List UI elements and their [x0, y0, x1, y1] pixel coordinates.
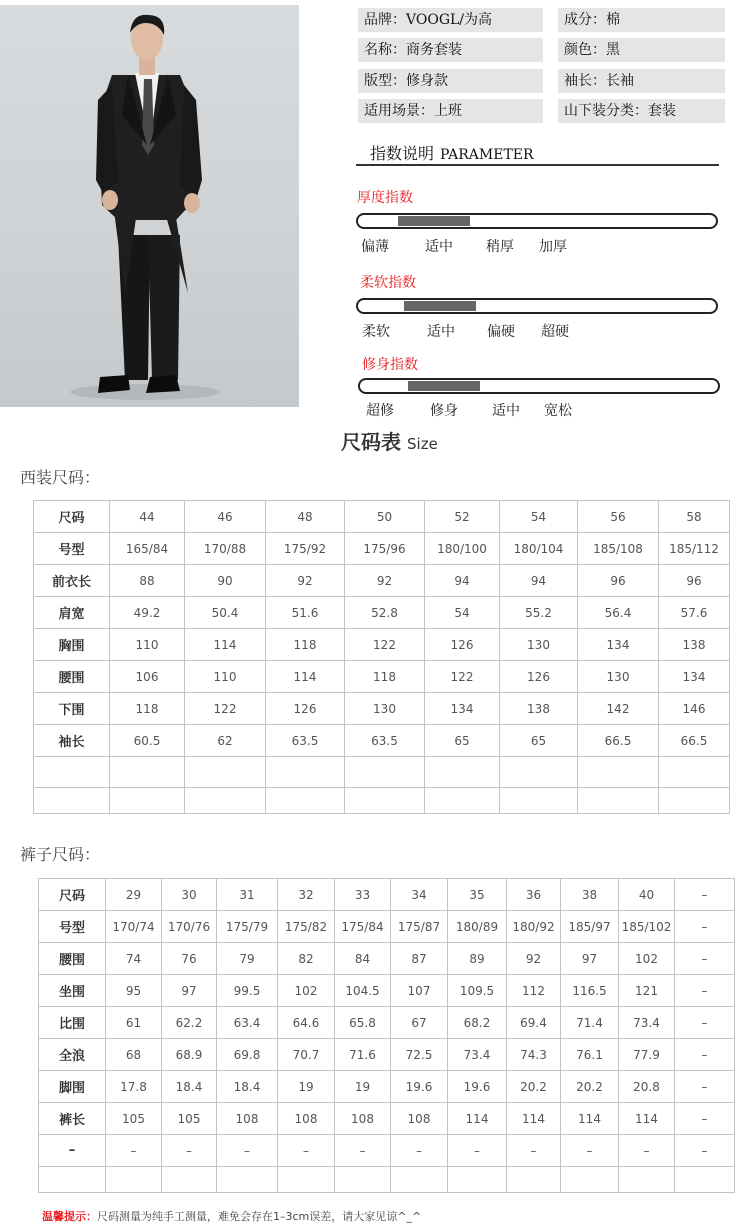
pants-cell: 18.4 — [162, 1071, 217, 1103]
suit-cell — [659, 757, 730, 788]
attr-sleeve-value: 长袖 — [606, 73, 634, 89]
pants-cell: 175/84 — [335, 911, 391, 943]
pants-cell: 68.9 — [162, 1039, 217, 1071]
pants-cell: – — [675, 943, 735, 975]
suit-cell — [110, 788, 185, 814]
pants-cell: – — [619, 1135, 675, 1167]
suit-cell: 175/92 — [266, 533, 345, 565]
pants-cell: 76 — [162, 943, 217, 975]
pants-cell: – — [675, 1071, 735, 1103]
pants-cell: – — [675, 1135, 735, 1167]
attr-material: 成分：棉 — [558, 8, 725, 32]
attr-brand-label: 品牌 — [364, 12, 392, 28]
pants-cell: 36 — [507, 879, 561, 911]
pants-size-table-body — [39, 879, 735, 1193]
pants-cell: 95 — [106, 975, 162, 1007]
suit-row-header: 肩宽 — [34, 597, 110, 629]
suit-row-header: 尺码 — [34, 501, 110, 533]
suit-cell: 175/96 — [345, 533, 425, 565]
pants-row-header: 腰围 — [39, 943, 106, 975]
suit-cell: 62 — [185, 725, 266, 757]
attr-fit-label: 版型 — [364, 73, 392, 89]
suit-row-header — [34, 788, 110, 814]
suit-cell: 58 — [659, 501, 730, 533]
suit-cell: 110 — [185, 661, 266, 693]
suit-cell: 56.4 — [578, 597, 659, 629]
pants-cell: 38 — [561, 879, 619, 911]
pants-cell: 102 — [278, 975, 335, 1007]
pants-cell: 180/92 — [507, 911, 561, 943]
pants-cell: 64.6 — [278, 1007, 335, 1039]
pants-cell: 121 — [619, 975, 675, 1007]
suit-cell: 88 — [110, 565, 185, 597]
pants-cell: 108 — [278, 1103, 335, 1135]
suit-row-header: 胸围 — [34, 629, 110, 661]
size-chart-title-en: Size — [407, 435, 438, 453]
pants-row-header: 比围 — [39, 1007, 106, 1039]
pants-cell: – — [675, 911, 735, 943]
suit-cell: 96 — [659, 565, 730, 597]
pants-cell: 170/74 — [106, 911, 162, 943]
suit-cell — [266, 788, 345, 814]
attr-category: 山下装分类：套装 — [558, 99, 725, 123]
pants-cell: 65.8 — [335, 1007, 391, 1039]
pants-cell: 32 — [278, 879, 335, 911]
suit-cell: 118 — [266, 629, 345, 661]
parameter-title-en: PARAMETER — [440, 147, 534, 163]
thickness-index-title: 厚度指数 — [357, 190, 413, 206]
fit-scale-1: 超修 — [366, 403, 394, 419]
pants-row — [39, 1167, 735, 1193]
pants-cell: 108 — [335, 1103, 391, 1135]
suit-cell: 138 — [500, 693, 578, 725]
pants-cell — [278, 1167, 335, 1193]
thickness-scale-2: 适中 — [425, 239, 453, 255]
suit-cell: 94 — [500, 565, 578, 597]
suit-cell: 110 — [110, 629, 185, 661]
suit-row-header: 号型 — [34, 533, 110, 565]
suit-cell: 165/84 — [110, 533, 185, 565]
suit-cell: 57.6 — [659, 597, 730, 629]
suit-cell: 90 — [185, 565, 266, 597]
pants-cell: 116.5 — [561, 975, 619, 1007]
softness-index-title: 柔软指数 — [360, 275, 416, 291]
suit-cell: 126 — [266, 693, 345, 725]
suit-row — [34, 533, 730, 565]
attr-sleeve: 袖长：长袖 — [558, 69, 725, 93]
attr-material-label: 成分 — [564, 12, 592, 28]
pants-cell: 108 — [391, 1103, 448, 1135]
pants-cell: 40 — [619, 879, 675, 911]
pants-cell: 20.8 — [619, 1071, 675, 1103]
pants-cell: – — [335, 1135, 391, 1167]
pants-cell: 175/79 — [217, 911, 278, 943]
suit-size-table-body — [34, 501, 730, 814]
suit-cell: 51.6 — [266, 597, 345, 629]
pants-cell: 74 — [106, 943, 162, 975]
pants-cell: 105 — [106, 1103, 162, 1135]
suit-row — [34, 661, 730, 693]
pants-cell: 72.5 — [391, 1039, 448, 1071]
attr-color: 颜色：黑 — [558, 38, 725, 62]
suit-cell: 126 — [425, 629, 500, 661]
attr-occasion-label: 适用场景 — [364, 103, 420, 119]
thickness-scale-3: 稍厚 — [486, 239, 514, 255]
pants-cell: 20.2 — [561, 1071, 619, 1103]
pants-cell: – — [675, 1103, 735, 1135]
suit-cell: 55.2 — [500, 597, 578, 629]
pants-cell — [391, 1167, 448, 1193]
pants-cell: – — [106, 1135, 162, 1167]
pants-cell: 31 — [217, 879, 278, 911]
suit-cell — [578, 788, 659, 814]
fit-index-marker — [408, 381, 480, 391]
pants-cell: 68.2 — [448, 1007, 507, 1039]
pants-cell: 33 — [335, 879, 391, 911]
attr-occasion: 适用场景：上班 — [358, 99, 543, 123]
pants-cell: 99.5 — [217, 975, 278, 1007]
pants-cell: – — [391, 1135, 448, 1167]
attr-brand: 品牌：VOOGL/为高 — [358, 8, 543, 32]
attr-brand-value: VOOGL/为高 — [406, 12, 493, 28]
suit-cell: 63.5 — [345, 725, 425, 757]
pants-cell: 63.4 — [217, 1007, 278, 1039]
softness-scale-4: 超硬 — [541, 324, 569, 340]
pants-cell: 77.9 — [619, 1039, 675, 1071]
pants-cell: – — [507, 1135, 561, 1167]
suit-row — [34, 597, 730, 629]
pants-cell: 34 — [391, 879, 448, 911]
attr-name: 名称：商务套装 — [358, 38, 543, 62]
pants-row-header: 号型 — [39, 911, 106, 943]
suit-cell: 60.5 — [110, 725, 185, 757]
pants-cell: 112 — [507, 975, 561, 1007]
pants-cell: – — [675, 1007, 735, 1039]
suit-row-header — [34, 757, 110, 788]
suit-row — [34, 757, 730, 788]
pants-row — [39, 1071, 735, 1103]
pants-row — [39, 911, 735, 943]
attr-name-label: 名称 — [364, 42, 392, 58]
suit-cell — [500, 788, 578, 814]
pants-cell: 185/102 — [619, 911, 675, 943]
suit-cell: 118 — [110, 693, 185, 725]
suit-cell: 180/100 — [425, 533, 500, 565]
suit-cell: 54 — [425, 597, 500, 629]
pants-row — [39, 1135, 735, 1167]
pants-cell: – — [448, 1135, 507, 1167]
pants-cell: 69.4 — [507, 1007, 561, 1039]
suit-row-header: 腰围 — [34, 661, 110, 693]
suit-cell: 50 — [345, 501, 425, 533]
pants-cell: 180/89 — [448, 911, 507, 943]
pants-cell: 19 — [335, 1071, 391, 1103]
suit-row — [34, 725, 730, 757]
fit-scale-3: 适中 — [492, 403, 520, 419]
attr-category-value: 套装 — [648, 103, 676, 119]
pants-cell: 170/76 — [162, 911, 217, 943]
note-label: 温馨提示： — [42, 1210, 97, 1223]
suit-cell: 130 — [345, 693, 425, 725]
note-text: 尺码测量为纯手工测量，难免会存在1–3cm误差，请大家见谅^_^ — [97, 1210, 422, 1223]
pants-cell: – — [162, 1135, 217, 1167]
suit-cell: 134 — [425, 693, 500, 725]
suit-cell: 52.8 — [345, 597, 425, 629]
pants-cell: 97 — [561, 943, 619, 975]
pants-cell: 70.7 — [278, 1039, 335, 1071]
pants-cell: – — [278, 1135, 335, 1167]
suit-cell — [500, 757, 578, 788]
pants-row — [39, 1103, 735, 1135]
pants-cell: 35 — [448, 879, 507, 911]
attr-category-label: 山下装分类 — [564, 103, 634, 119]
pants-cell: 30 — [162, 879, 217, 911]
softness-scale-3: 偏硬 — [487, 324, 515, 340]
pants-cell: 73.4 — [448, 1039, 507, 1071]
suit-cell: 52 — [425, 501, 500, 533]
pants-cell: 82 — [278, 943, 335, 975]
pants-cell: 79 — [217, 943, 278, 975]
suit-cell: 65 — [425, 725, 500, 757]
pants-cell — [507, 1167, 561, 1193]
pants-row-header: 裤长 — [39, 1103, 106, 1135]
suit-cell: 65 — [500, 725, 578, 757]
pants-row-header: 尺码 — [39, 879, 106, 911]
suit-cell: 56 — [578, 501, 659, 533]
suit-cell: 122 — [425, 661, 500, 693]
fit-scale-4: 宽松 — [544, 403, 572, 419]
fit-index-bar — [358, 378, 720, 394]
suit-cell: 185/112 — [659, 533, 730, 565]
pants-cell — [335, 1167, 391, 1193]
size-chart-heading — [341, 426, 438, 455]
pants-cell — [448, 1167, 507, 1193]
pants-cell: 73.4 — [619, 1007, 675, 1039]
product-photo — [0, 5, 299, 407]
pants-cell: 20.2 — [507, 1071, 561, 1103]
pants-cell: 69.8 — [217, 1039, 278, 1071]
suit-cell: 114 — [185, 629, 266, 661]
suit-row-header: 下围 — [34, 693, 110, 725]
suit-cell: 44 — [110, 501, 185, 533]
softness-scale-2: 适中 — [427, 324, 455, 340]
parameter-title: 指数说明 — [370, 144, 435, 163]
pants-cell: 185/97 — [561, 911, 619, 943]
pants-cell: 97 — [162, 975, 217, 1007]
suit-cell — [578, 757, 659, 788]
pants-cell: 105 — [162, 1103, 217, 1135]
attr-fit: 版型：修身款 — [358, 69, 543, 93]
pants-cell: 114 — [507, 1103, 561, 1135]
pants-row-header — [39, 1167, 106, 1193]
pants-cell: – — [217, 1135, 278, 1167]
suit-cell: 66.5 — [578, 725, 659, 757]
suit-cell: 122 — [185, 693, 266, 725]
pants-cell — [619, 1167, 675, 1193]
pants-cell: 175/87 — [391, 911, 448, 943]
suit-row — [34, 629, 730, 661]
pants-cell: – — [675, 975, 735, 1007]
pants-row — [39, 975, 735, 1007]
pants-row — [39, 1039, 735, 1071]
suit-cell: 49.2 — [110, 597, 185, 629]
suit-cell: 94 — [425, 565, 500, 597]
measurement-note — [42, 1208, 421, 1224]
suit-cell: 50.4 — [185, 597, 266, 629]
pants-size-title: 裤子尺码： — [20, 845, 101, 864]
pants-cell: 61 — [106, 1007, 162, 1039]
pants-cell — [561, 1167, 619, 1193]
suit-cell: 63.5 — [266, 725, 345, 757]
suit-cell: 142 — [578, 693, 659, 725]
pants-cell: 108 — [217, 1103, 278, 1135]
suit-cell — [345, 757, 425, 788]
pants-cell: 114 — [561, 1103, 619, 1135]
attr-color-value: 黑 — [606, 42, 620, 58]
suit-row — [34, 501, 730, 533]
suit-cell — [425, 788, 500, 814]
pants-row-header: 全浪 — [39, 1039, 106, 1071]
suit-size-title: 西装尺码： — [20, 468, 101, 487]
pants-cell — [217, 1167, 278, 1193]
suit-cell: 92 — [345, 565, 425, 597]
pants-cell: – — [561, 1135, 619, 1167]
pants-cell: 71.6 — [335, 1039, 391, 1071]
suit-cell: 126 — [500, 661, 578, 693]
pants-cell: 107 — [391, 975, 448, 1007]
pants-cell: – — [675, 1039, 735, 1071]
pants-cell: 19.6 — [448, 1071, 507, 1103]
suit-cell — [266, 757, 345, 788]
suit-cell — [345, 788, 425, 814]
attr-fit-value: 修身款 — [406, 73, 448, 89]
pants-cell: 29 — [106, 879, 162, 911]
suit-cell — [185, 788, 266, 814]
attr-material-value: 棉 — [606, 12, 620, 28]
pants-cell: 87 — [391, 943, 448, 975]
pants-row-header: – — [39, 1135, 106, 1167]
suit-cell — [185, 757, 266, 788]
suit-cell: 134 — [578, 629, 659, 661]
fit-scale-2: 修身 — [430, 403, 458, 419]
suit-cell — [659, 788, 730, 814]
suit-cell: 118 — [345, 661, 425, 693]
attr-color-label: 颜色 — [564, 42, 592, 58]
fit-index-title: 修身指数 — [362, 357, 418, 373]
suit-cell: 138 — [659, 629, 730, 661]
suit-cell: 130 — [578, 661, 659, 693]
pants-cell: 109.5 — [448, 975, 507, 1007]
suit-cell: 114 — [266, 661, 345, 693]
size-chart-title: 尺码表 — [341, 430, 401, 454]
suit-row — [34, 788, 730, 814]
suit-cell: 130 — [500, 629, 578, 661]
suit-cell: 92 — [266, 565, 345, 597]
suit-cell: 96 — [578, 565, 659, 597]
pants-cell: 68 — [106, 1039, 162, 1071]
suit-cell: 185/108 — [578, 533, 659, 565]
suit-cell: 48 — [266, 501, 345, 533]
suit-cell: 122 — [345, 629, 425, 661]
suit-cell: 46 — [185, 501, 266, 533]
fit-index-clip — [340, 0, 750, 419]
pants-cell: 19.6 — [391, 1071, 448, 1103]
pants-cell — [675, 1167, 735, 1193]
pants-cell: 92 — [507, 943, 561, 975]
softness-scale-1: 柔软 — [362, 324, 390, 340]
pants-cell: 104.5 — [335, 975, 391, 1007]
pants-cell: 175/82 — [278, 911, 335, 943]
suit-cell: 54 — [500, 501, 578, 533]
pants-cell: 84 — [335, 943, 391, 975]
suit-cell: 134 — [659, 661, 730, 693]
attr-occasion-value: 上班 — [434, 103, 462, 119]
model-in-suit-illustration — [0, 5, 299, 407]
pants-cell: 71.4 — [561, 1007, 619, 1039]
suit-row — [34, 693, 730, 725]
suit-cell: 146 — [659, 693, 730, 725]
pants-cell: 19 — [278, 1071, 335, 1103]
suit-cell: 180/104 — [500, 533, 578, 565]
pants-size-table — [38, 878, 735, 1193]
pants-cell: 114 — [448, 1103, 507, 1135]
pants-cell: – — [675, 879, 735, 911]
pants-cell: 74.3 — [507, 1039, 561, 1071]
suit-cell — [110, 757, 185, 788]
suit-cell: 170/88 — [185, 533, 266, 565]
suit-cell: 66.5 — [659, 725, 730, 757]
attr-name-value: 商务套装 — [406, 42, 462, 58]
suit-size-table — [33, 500, 730, 814]
pants-cell: 114 — [619, 1103, 675, 1135]
pants-row — [39, 1007, 735, 1039]
pants-cell — [162, 1167, 217, 1193]
pants-cell: 67 — [391, 1007, 448, 1039]
suit-cell: 106 — [110, 661, 185, 693]
suit-cell — [425, 757, 500, 788]
suit-row — [34, 565, 730, 597]
pants-row-header: 脚围 — [39, 1071, 106, 1103]
thickness-scale-1: 偏薄 — [361, 239, 389, 255]
pants-cell: 76.1 — [561, 1039, 619, 1071]
pants-cell: 102 — [619, 943, 675, 975]
pants-row-header: 坐围 — [39, 975, 106, 1007]
pants-cell: 17.8 — [106, 1071, 162, 1103]
suit-row-header: 袖长 — [34, 725, 110, 757]
thickness-scale-4: 加厚 — [539, 239, 567, 255]
attr-sleeve-label: 袖长 — [564, 73, 592, 89]
pants-cell: 18.4 — [217, 1071, 278, 1103]
pants-cell — [106, 1167, 162, 1193]
suit-row-header: 前衣长 — [34, 565, 110, 597]
pants-cell: 89 — [448, 943, 507, 975]
pants-row — [39, 879, 735, 911]
pants-row — [39, 943, 735, 975]
pants-cell: 62.2 — [162, 1007, 217, 1039]
